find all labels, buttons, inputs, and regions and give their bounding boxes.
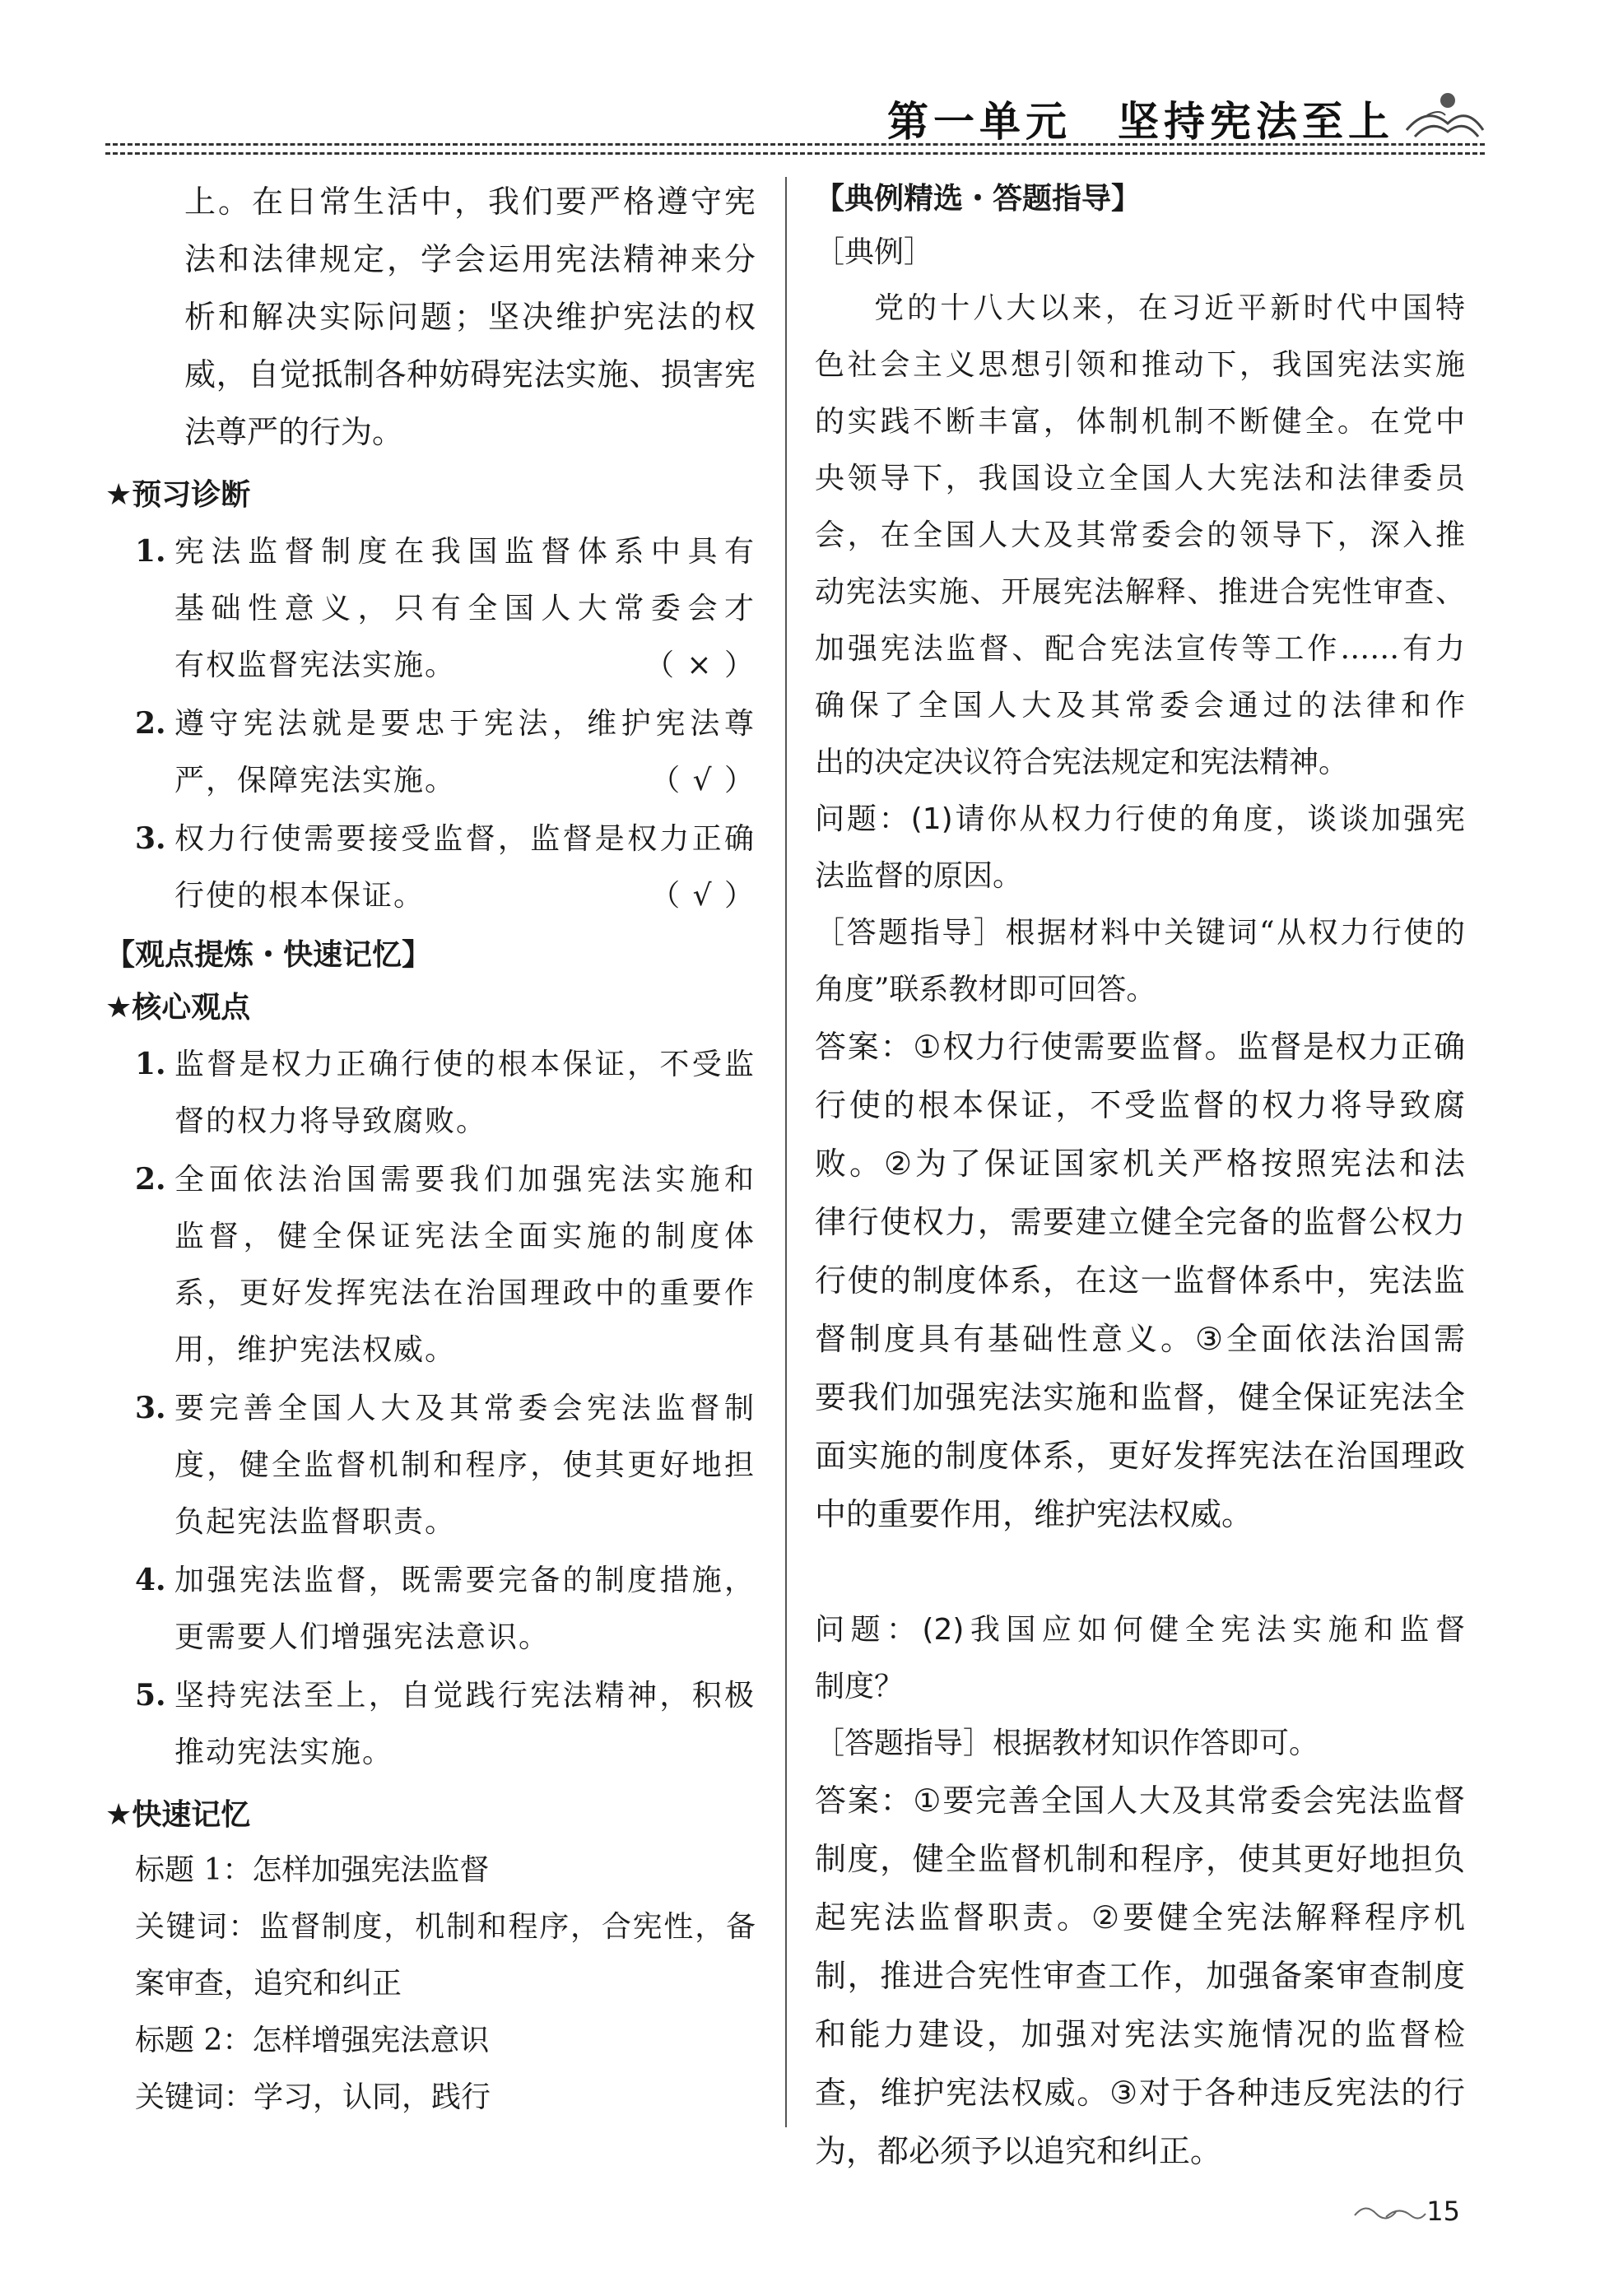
- item-number: 2.: [135, 1162, 166, 1197]
- item-line: 度，健全监督机制和程序，使其更好地担: [174, 1448, 756, 1482]
- item-line: 监督是权力正确行使的根本保证，不受监: [174, 1048, 756, 1081]
- item-line: 推动宪法实施。: [174, 1736, 394, 1769]
- intro-line: 析和解决实际问题；坚决维护宪法的权: [184, 299, 756, 335]
- example-line: 党的十八大以来，在习近平新时代中国特: [874, 291, 1465, 325]
- item-line: 用，维护宪法权威。: [174, 1333, 457, 1367]
- answer-mark: （ √ ）: [650, 879, 756, 913]
- item-line: 遵守宪法就是要忠于宪法，维护宪法尊: [174, 707, 756, 741]
- answer-2: [815, 1772, 1465, 2181]
- footer-ornament-icon: [1353, 2199, 1427, 2224]
- header-dashed-rule: [105, 143, 1485, 155]
- preview-heading: ★预习诊断: [105, 478, 251, 512]
- item-line: 全面依法治国需要我们加强宪法实施和: [174, 1163, 756, 1197]
- item-line: 宪法监督制度在我国监督体系中具有: [174, 535, 756, 569]
- item-line: 更需要人们增强宪法意识。: [174, 1620, 551, 1654]
- intro-line: 法尊严的行为。: [184, 414, 404, 450]
- page-header: [105, 82, 1485, 155]
- memory-line: 案审查，追究和纠正: [135, 1967, 402, 2001]
- intro-line: 法和法律规定，学会运用宪法精神来分: [184, 241, 756, 277]
- item-number: 3.: [135, 1391, 166, 1425]
- answer-mark: （ √ ）: [650, 764, 756, 797]
- example-label: ［典例］: [815, 235, 934, 269]
- item-line: 行使的根本保证。: [174, 879, 426, 913]
- memory-line: 标题 2：怎样增强宪法意识: [135, 2024, 490, 2057]
- answer-line: 答案：①权力行使需要监督。监督是权力正确: [815, 1029, 1465, 1065]
- answer-line: 败。②为了保证国家机关严格按照宪法和法: [815, 1146, 1465, 1182]
- item-line: 权力行使需要接受监督，监督是权力正确: [174, 822, 756, 856]
- memory-heading: ★快速记忆: [105, 1798, 251, 1832]
- memory-line: 关键词：学习，认同，践行: [135, 2080, 491, 2114]
- answer-line: 起宪法监督职责。②要健全宪法解释程序机: [815, 1899, 1465, 1936]
- question-1: [815, 791, 1465, 1544]
- item-line: 督的权力将导致腐败。: [174, 1104, 488, 1138]
- section-title-viewpoints: 【观点提炼・快速记忆】: [105, 938, 432, 972]
- answer-line: 律行使权力，需要建立健全完备的监督公权力: [815, 1204, 1465, 1240]
- core-item: [105, 1036, 756, 1150]
- right-column: [815, 173, 1465, 2181]
- memory-line: 标题 1：怎样加强宪法监督: [135, 1853, 490, 1887]
- item-number: 5.: [135, 1678, 166, 1713]
- core-item: [105, 1380, 756, 1550]
- item-number: 3.: [135, 821, 166, 856]
- guide-line: ［答题指导］根据材料中关键词“从权力行使的: [815, 916, 1465, 950]
- answer-line: 督制度具有基础性意义。③全面依法治国需: [815, 1321, 1465, 1357]
- preview-item: [105, 523, 756, 694]
- item-line: 监督，健全保证宪法全面实施的制度体: [174, 1220, 756, 1253]
- item-line: 加强宪法监督，既需要完备的制度措施，: [174, 1564, 756, 1597]
- example-line: 出的决定决议符合宪法规定和宪法精神。: [815, 746, 1349, 779]
- preview-item: [105, 811, 756, 924]
- intro-paragraph: [105, 173, 756, 461]
- core-item: [105, 1552, 756, 1666]
- core-item: [105, 1667, 756, 1781]
- example-line: 色社会主义思想引领和推动下，我国宪法实施: [815, 348, 1465, 382]
- item-number: 1.: [135, 1047, 166, 1081]
- answer-line: 答案：①要完善全国人大及其常委会宪法监督: [815, 1782, 1465, 1819]
- page-number: 15: [1426, 2196, 1460, 2227]
- column-divider: [785, 177, 787, 2127]
- question-2: [815, 1601, 1465, 2181]
- example-line: 的实践不断丰富，体制机制不断健全。在党中: [815, 405, 1465, 439]
- item-line: 坚持宪法至上，自觉践行宪法精神，积极: [174, 1679, 756, 1713]
- answer-mark: （ × ）: [644, 648, 756, 682]
- blank-space: [815, 1544, 1465, 1601]
- answer-line: 为，都必须予以追究和纠正。: [815, 2133, 1222, 2169]
- answer-line: 制度，健全监督机制和程序，使其更好地担负: [815, 1841, 1465, 1877]
- question-line: 问题：(2)我国应如何健全宪法实施和监督: [815, 1613, 1465, 1647]
- item-number: 4.: [135, 1563, 166, 1597]
- question-line: 法监督的原因。: [815, 859, 1023, 893]
- item-line: 要完善全国人大及其常委会宪法监督制: [174, 1392, 756, 1425]
- guide-line: 角度”联系教材即可回答。: [815, 973, 1156, 1006]
- answer-line: 面实施的制度体系，更好发挥宪法在治国理政: [815, 1438, 1465, 1474]
- preview-item: [105, 695, 756, 809]
- item-line: 有权监督宪法实施。: [174, 648, 457, 682]
- memory-block: [105, 1842, 756, 2126]
- item-number: 2.: [135, 706, 166, 741]
- leaf-ornament-icon: [1402, 82, 1485, 148]
- answer-line: 要我们加强宪法实施和监督，健全保证宪法全: [815, 1379, 1465, 1415]
- answer-line: 和能力建设，加强对宪法实施情况的监督检: [815, 2016, 1465, 2052]
- answer-line: 中的重要作用，维护宪法权威。: [815, 1496, 1253, 1532]
- example-line: 央领导下，我国设立全国人大宪法和法律委员: [815, 462, 1465, 495]
- intro-line: 上。在日常生活中，我们要严格遵守宪: [184, 184, 756, 220]
- memory-line: 关键词：监督制度，机制和程序，合宪性，备: [135, 1910, 756, 1944]
- item-line: 严，保障宪法实施。: [174, 764, 457, 797]
- question-line: 问题：(1)请你从权力行使的角度，谈谈加强宪: [815, 802, 1465, 836]
- answer-line: 行使的根本保证，不受监督的权力将导致腐: [815, 1087, 1465, 1123]
- section-title-examples: 【典例精选・答题指导】: [815, 182, 1142, 216]
- item-line: 负起宪法监督职责。: [174, 1505, 457, 1539]
- answer-line: 行使的制度体系，在这一监督体系中，宪法监: [815, 1262, 1465, 1299]
- example-line: 加强宪法监督、配合宪法宣传等工作……有力: [815, 632, 1465, 666]
- core-item: [105, 1151, 756, 1378]
- core-heading: ★核心观点: [105, 991, 251, 1025]
- answer-1: [815, 1018, 1465, 1544]
- answer-line: 查，维护宪法权威。③对于各种违反宪法的行: [815, 2075, 1465, 2111]
- intro-line: 威，自觉抵制各种妨碍宪法实施、损害宪: [184, 356, 756, 393]
- unit-title: 第一单元 坚持宪法至上: [887, 97, 1394, 146]
- example-line: 动宪法实施、开展宪法解释、推进合宪性审查、: [815, 575, 1465, 609]
- example-line: 确保了全国人大及其常委会通过的法律和作: [815, 689, 1465, 723]
- example-paragraph: [815, 280, 1465, 791]
- item-number: 1.: [135, 534, 166, 569]
- question-line: 制度？: [815, 1670, 905, 1703]
- left-column: [105, 173, 756, 2126]
- guide-line: ［答题指导］根据教材知识作答即可。: [815, 1727, 1319, 1760]
- item-line: 基础性意义，只有全国人大常委会才: [174, 592, 756, 625]
- answer-line: 制，推进合宪性审查工作，加强备案审查制度: [815, 1958, 1465, 1994]
- item-line: 系，更好发挥宪法在治国理政中的重要作: [174, 1276, 756, 1310]
- example-line: 会，在全国人大及其常委会的领导下，深入推: [815, 518, 1465, 552]
